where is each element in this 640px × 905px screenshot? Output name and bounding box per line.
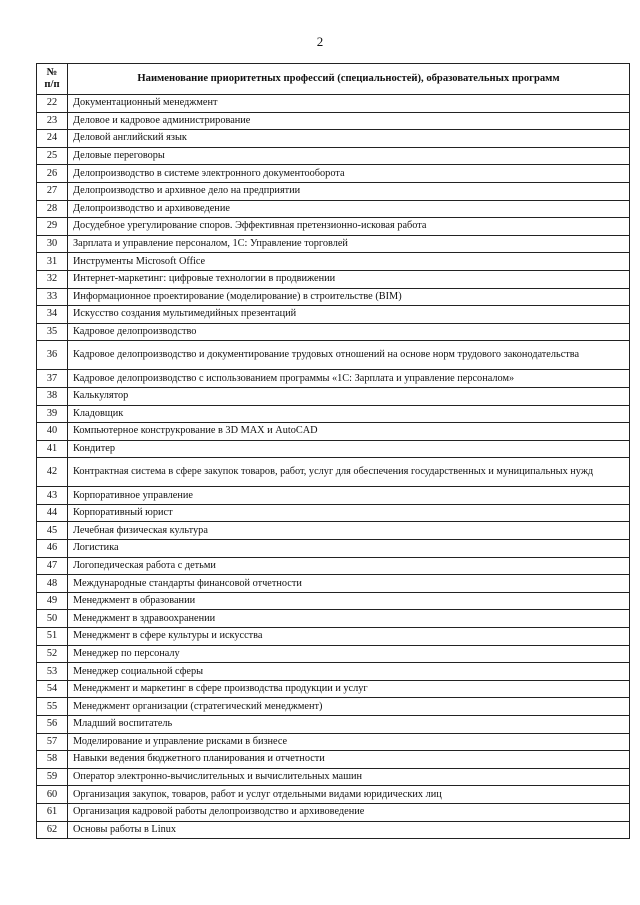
row-number: 47 (37, 557, 68, 575)
row-number: 28 (37, 200, 68, 218)
row-number: 54 (37, 680, 68, 698)
row-name: Организация закупок, товаров, работ и услуг отдельными видами юридических лиц (68, 786, 630, 804)
row-name: Организация кадровой работы делопроизводство и архивоведение (68, 803, 630, 821)
row-name: Кладовщик (68, 405, 630, 423)
header-name: Наименование приоритетных профессий (специальностей), образовательных программ (68, 64, 630, 95)
table-row (37, 803, 630, 821)
row-name: Деловые переговоры (68, 147, 630, 165)
row-name: Международные стандарты финансовой отчетности (68, 575, 630, 593)
row-name: Деловое и кадровое администрирование (68, 112, 630, 130)
table-row (37, 522, 630, 540)
row-number: 44 (37, 504, 68, 522)
row-number: 57 (37, 733, 68, 751)
table-row (37, 182, 630, 200)
row-number: 27 (37, 182, 68, 200)
row-number: 56 (37, 716, 68, 734)
row-name: Менеджер социальной сферы (68, 663, 630, 681)
row-number: 24 (37, 130, 68, 148)
table-row (37, 540, 630, 558)
table-row (37, 253, 630, 271)
row-number: 53 (37, 663, 68, 681)
row-number: 26 (37, 165, 68, 183)
row-number: 30 (37, 235, 68, 253)
row-number: 40 (37, 423, 68, 441)
row-name: Менеджер по персоналу (68, 645, 630, 663)
row-number: 46 (37, 540, 68, 558)
row-name: Компьютерное конструкрование в 3D MAX и AutoCAD (68, 423, 630, 441)
row-name: Кадровое делопроизводство (68, 323, 630, 341)
row-name: Кадровое делопроизводство с использованием программы «1С: Зарплата и управление персоналом» (68, 370, 630, 388)
row-name: Навыки ведения бюджетного планирования и отчетности (68, 751, 630, 769)
row-number: 36 (37, 341, 68, 370)
row-name: Делопроизводство в системе электронного документооборота (68, 165, 630, 183)
table-row (37, 341, 630, 370)
row-number: 52 (37, 645, 68, 663)
row-number: 43 (37, 487, 68, 505)
table-row (37, 733, 630, 751)
table-row (37, 698, 630, 716)
table-row (37, 423, 630, 441)
row-name: Менеджмент в здравоохранении (68, 610, 630, 628)
table-row (37, 235, 630, 253)
row-number: 60 (37, 786, 68, 804)
row-name: Младший воспитатель (68, 716, 630, 734)
row-name: Корпоративный юрист (68, 504, 630, 522)
table-row (37, 270, 630, 288)
row-number: 32 (37, 270, 68, 288)
row-number: 61 (37, 803, 68, 821)
table-row (37, 575, 630, 593)
table-row (37, 405, 630, 423)
table-row (37, 288, 630, 306)
table-row (37, 716, 630, 734)
row-name: Делопроизводство и архивное дело на предприятии (68, 182, 630, 200)
table-row (37, 557, 630, 575)
row-name: Логистика (68, 540, 630, 558)
row-name: Зарплата и управление персоналом, 1С: Управление торговлей (68, 235, 630, 253)
row-number: 41 (37, 440, 68, 458)
row-number: 31 (37, 253, 68, 271)
table-row (37, 592, 630, 610)
row-number: 39 (37, 405, 68, 423)
row-number: 59 (37, 768, 68, 786)
row-name: Кадровое делопроизводство и документирование трудовых отношений на основе норм трудового законодательства (68, 341, 630, 370)
row-number: 33 (37, 288, 68, 306)
row-name: Деловой английский язык (68, 130, 630, 148)
table-row (37, 95, 630, 113)
table-row (37, 663, 630, 681)
table-row (37, 610, 630, 628)
table-header-row (37, 64, 630, 95)
table-row (37, 821, 630, 839)
header-number-abbr: п/п (44, 79, 60, 90)
row-name: Менеджмент организации (стратегический менеджмент) (68, 698, 630, 716)
row-number: 29 (37, 218, 68, 236)
table-row (37, 628, 630, 646)
row-name: Логопедическая работа с детьми (68, 557, 630, 575)
table-row (37, 147, 630, 165)
row-name: Лечебная физическая культура (68, 522, 630, 540)
row-name: Делопроизводство и архивоведение (68, 200, 630, 218)
row-number: 58 (37, 751, 68, 769)
header-number (37, 64, 68, 95)
row-number: 55 (37, 698, 68, 716)
row-name: Контрактная система в сфере закупок товаров, работ, услуг для обеспечения государственных и муниципальных нужд (68, 458, 630, 487)
table-row (37, 751, 630, 769)
table-row (37, 370, 630, 388)
row-name: Интернет-маркетинг: цифровые технологии в продвижении (68, 270, 630, 288)
row-name: Менеджмент и маркетинг в сфере производства продукции и услуг (68, 680, 630, 698)
row-number: 48 (37, 575, 68, 593)
table-row (37, 487, 630, 505)
table-row (37, 680, 630, 698)
row-number: 42 (37, 458, 68, 487)
row-number: 49 (37, 592, 68, 610)
row-number: 38 (37, 387, 68, 405)
row-name: Менеджмент в образовании (68, 592, 630, 610)
row-name: Менеджмент в сфере культуры и искусства (68, 628, 630, 646)
row-name: Моделирование и управление рисками в бизнесе (68, 733, 630, 751)
table-row (37, 112, 630, 130)
row-name: Документационный менеджмент (68, 95, 630, 113)
table-row (37, 306, 630, 324)
row-name: Инструменты Microsoft Office (68, 253, 630, 271)
table-row (37, 387, 630, 405)
row-number: 62 (37, 821, 68, 839)
row-number: 45 (37, 522, 68, 540)
row-name: Корпоративное управление (68, 487, 630, 505)
row-name: Искусство создания мультимедийных презентаций (68, 306, 630, 324)
table-row (37, 504, 630, 522)
table-row (37, 200, 630, 218)
header-number-symbol: № (46, 67, 58, 78)
row-name: Досудебное урегулирование споров. Эффективная претензионно-исковая работа (68, 218, 630, 236)
row-number: 25 (37, 147, 68, 165)
row-number: 50 (37, 610, 68, 628)
row-number: 23 (37, 112, 68, 130)
row-name: Калькулятор (68, 387, 630, 405)
row-name: Кондитер (68, 440, 630, 458)
row-number: 51 (37, 628, 68, 646)
row-number: 34 (37, 306, 68, 324)
page-number: 2 (316, 34, 324, 49)
table-row (37, 218, 630, 236)
row-number: 37 (37, 370, 68, 388)
row-name: Основы работы в Linux (68, 821, 630, 839)
row-name: Оператор электронно-вычислительных и вычислительных машин (68, 768, 630, 786)
row-name: Информационное проектирование (моделирование) в строительстве (BIM) (68, 288, 630, 306)
table-row (37, 130, 630, 148)
table-row (37, 458, 630, 487)
row-number: 35 (37, 323, 68, 341)
table-row (37, 440, 630, 458)
row-number: 22 (37, 95, 68, 113)
table-row (37, 323, 630, 341)
table-row (37, 165, 630, 183)
table-row (37, 768, 630, 786)
professions-table (36, 63, 630, 839)
table-row (37, 786, 630, 804)
table-row (37, 645, 630, 663)
